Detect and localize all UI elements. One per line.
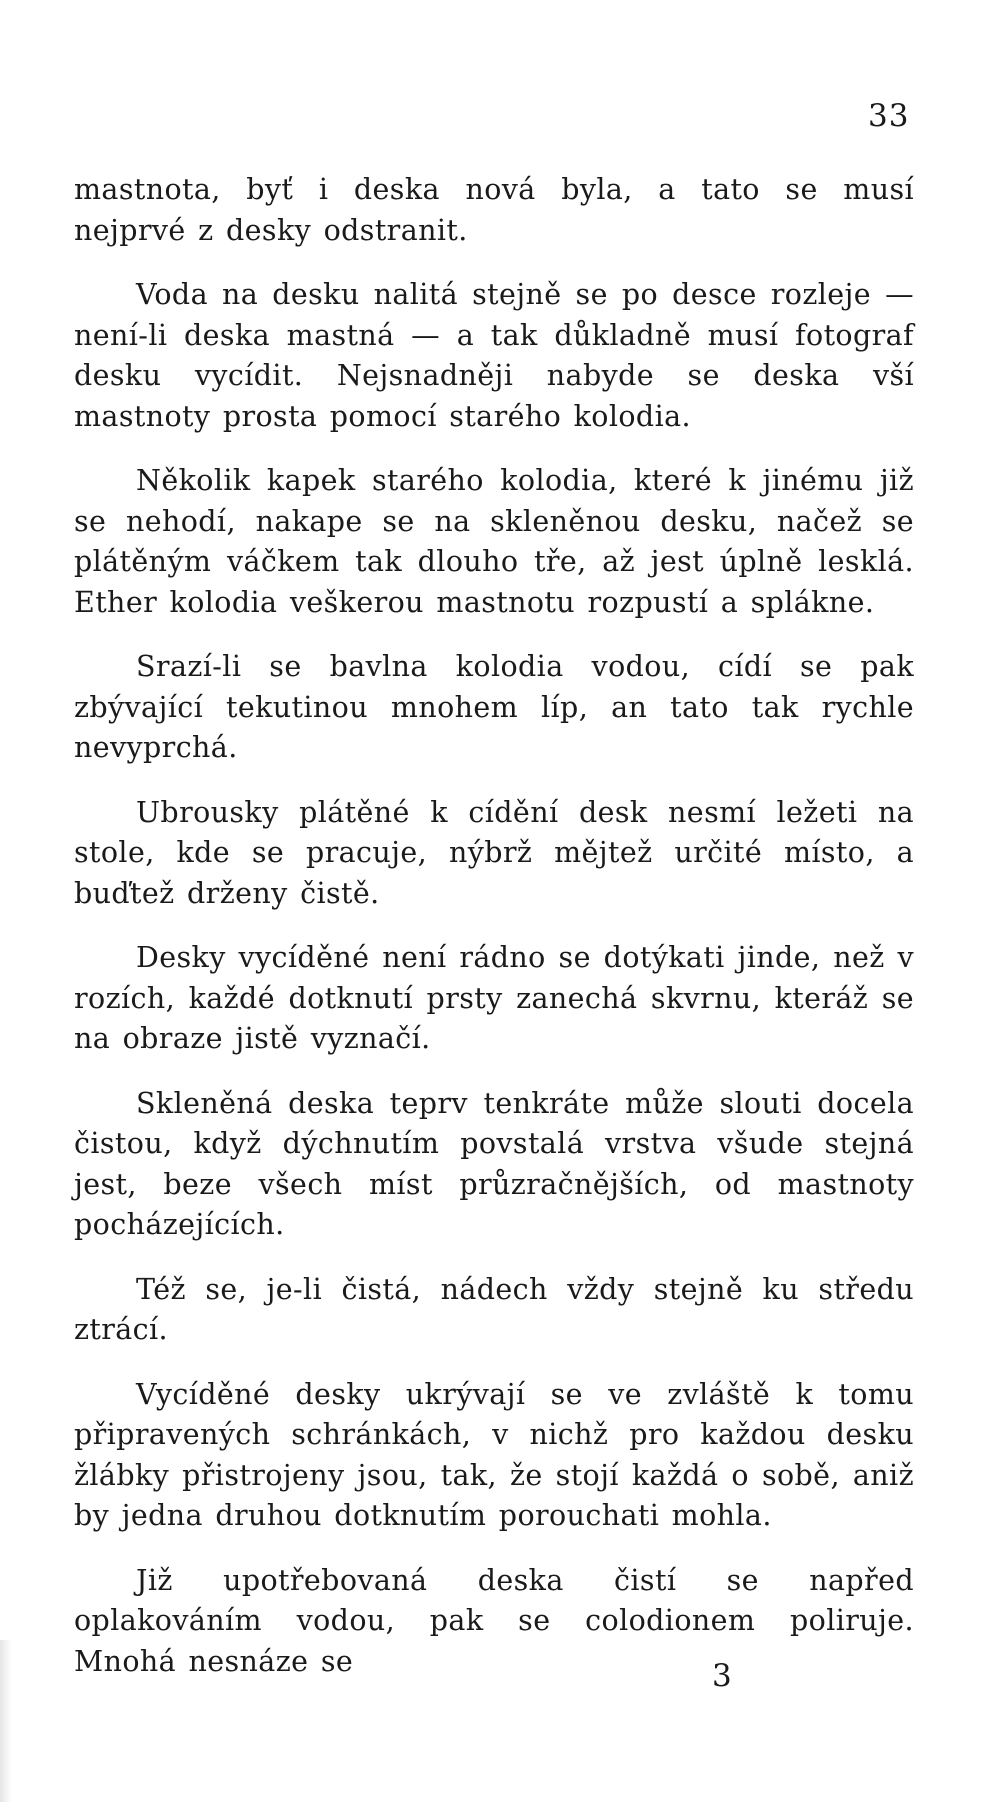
paragraph-4: Srazí-li se bavlna kolodia vodou, cídí se pak zbývající tekutinou mnohem líp, an tato tak rychle nevyprchá. [74, 650, 914, 764]
paragraph-8: Též se, je-li čistá, nádech vždy stejně ku středu ztrácí. [74, 1272, 914, 1346]
paragraph-2: Voda na desku nalitá stejně se po desce rozleje — není-li deska mastná — a tak důkladně musí fotograf desku vycídit. Nejsnadněji nabyde se deska vší mastnoty prosta pomocí starého kolodia. [74, 278, 914, 433]
page-number: 33 [868, 98, 910, 134]
paragraph-1: mastnota, byť i deska nová byla, a tato se musí nejprvé z desky odstranit. [74, 173, 914, 247]
paragraph-3: Několik kapek starého kolodia, které k jinému již se nehodí, nakape se na skleněnou desku, načež se plátěným váčkem tak dlouho tře, až jest úplně lesklá. Ether kolodia veškerou mastnotu rozpustí a spláknе. [74, 464, 914, 619]
paragraph-9: Vycíděné desky ukrývají se ve zvláště k tomu připravených schránkách, v nichž pro každou desku žlábky přistrojeny jsou, tak, že stojí každá o sobě, aniž by jedna druhou dotknutím porouchati mohla. [74, 1377, 914, 1532]
paragraph-5: Ubrousky plátěné k cídění desk nesmí ležeti na stole, kde se pracuje, nýbrž mějtež určité místo, a buďtež drženy čistě. [74, 795, 914, 910]
paragraph-7: Skleněná deska teprv tenkráte může slouti docela čistou, když dýchnutím povstalá vrstva všude stejná jest, beze všech míst průzračnějších, od mastnoty pocházejících. [74, 1086, 914, 1241]
paragraph-10: Již upotřebovaná deska čistí se napřed oplakováním vodou, pak se colodionem poliruje. Mnohá nesnáze se [74, 1563, 914, 1678]
page-edge-shadow [0, 1640, 12, 1802]
signature-mark: 3 [712, 1658, 732, 1694]
paragraph-6: Desky vycíděné není rádno se dotýkati jinde, než v rozích, každé dotknutí prsty zanechá skvrnu, kteráž se na obraze jistě vyznačí. [74, 941, 914, 1055]
body-text [74, 170, 914, 1706]
